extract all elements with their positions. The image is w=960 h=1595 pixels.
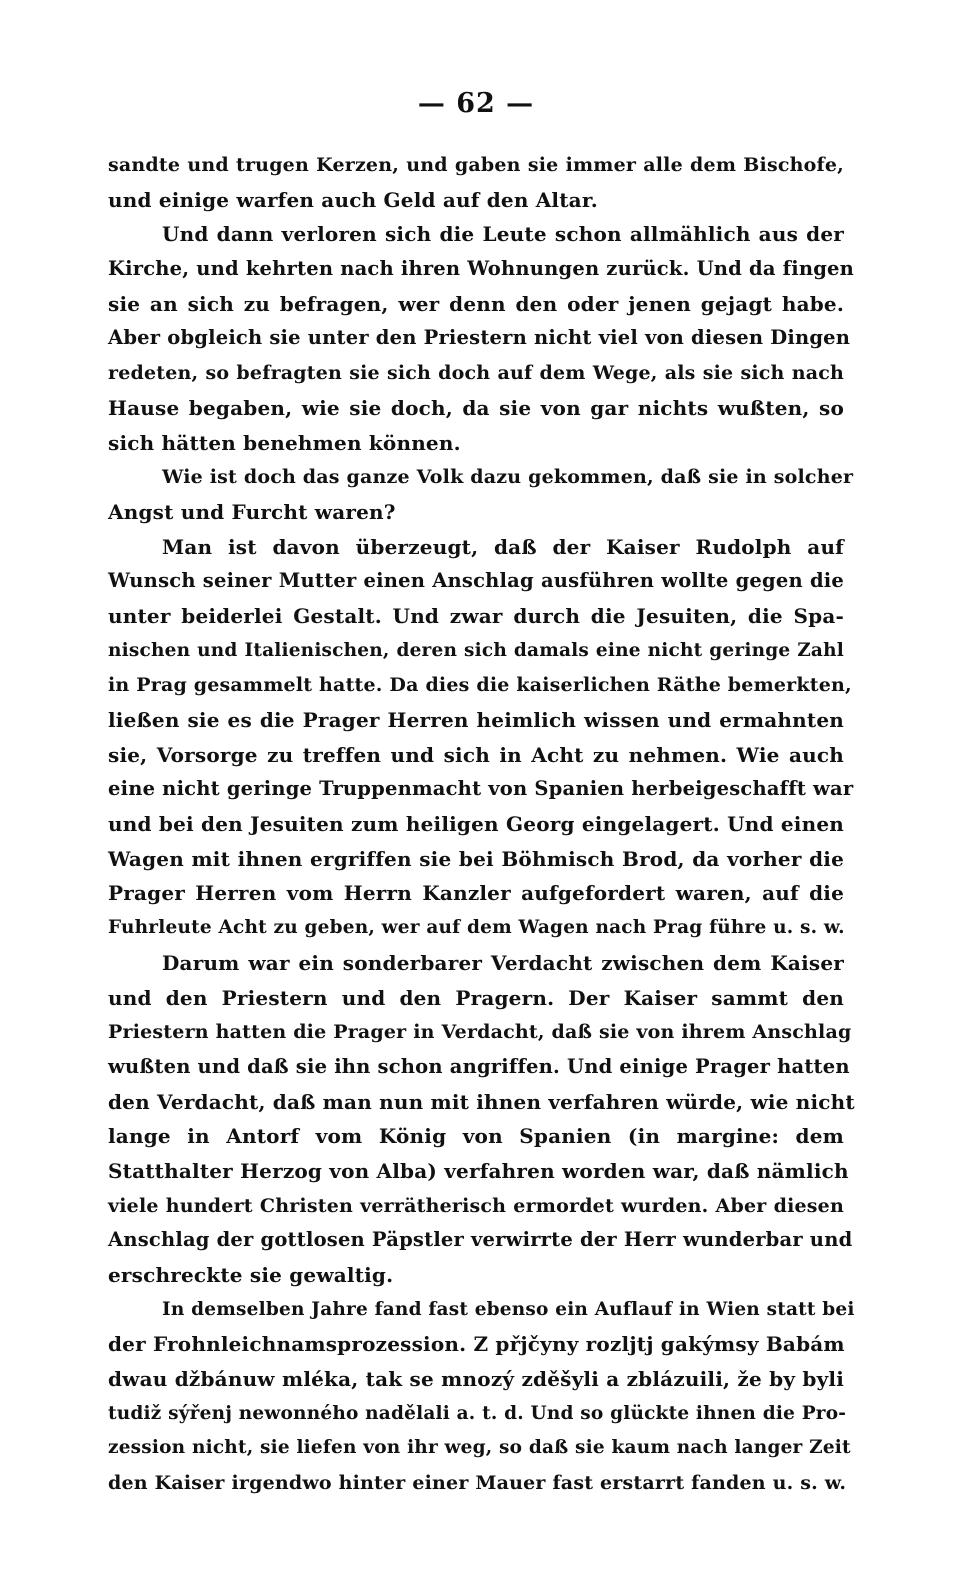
text-line: Hause begaben, wie sie doch, da sie von gar nichts wußten, so (108, 395, 844, 420)
text-line: und bei den Jesuiten zum heiligen Georg eingelagert. Und einen (108, 812, 844, 837)
body-text (108, 148, 855, 1501)
text-line: redeten, so befragten sie sich doch auf dem Wege, als sie sich nach (108, 362, 844, 385)
text-line: Darum war ein sonderbarer Verdacht zwischen dem Kaiser (162, 950, 844, 975)
text-line: Wunsch seiner Mutter einen Anschlag ausführen wollte gegen die (108, 569, 844, 593)
text-line: viele hundert Christen verrätherisch ermordet wurden. Aber diesen (108, 1194, 844, 1217)
text-line: sich hätten benehmen können. (108, 430, 461, 455)
text-line: der Frohnleichnamsprozession. Z přjčyny rozljtj gakýmsy Babám (108, 1332, 845, 1357)
book-page (108, 88, 855, 1501)
text-line: Anschlag der gottlosen Päpstler verwirrte der Herr wunderbar und (108, 1228, 853, 1252)
text-line: Statthalter Herzog von Alba) verfahren worden war, daß nämlich (108, 1158, 849, 1183)
text-line: erschreckte sie gewaltig. (108, 1263, 394, 1287)
text-line: Prager Herren vom Herrn Kanzler aufgefordert waren, auf die (108, 881, 844, 906)
text-line: in Prag gesammelt hatte. Da dies die kaiserlichen Räthe bemerkten, (108, 674, 852, 697)
text-line: zession nicht, sie liefen von ihr weg, so daß sie kaum nach langer Zeit (108, 1437, 851, 1459)
text-line: den Kaiser irgendwo hinter einer Mauer fast erstarrt fanden u. s. w. (108, 1472, 847, 1495)
text-line: den Verdacht, daß man nun mit ihnen verfahren würde, wie nicht (108, 1089, 855, 1114)
text-line: sandte und trugen Kerzen, und gaben sie immer alle dem Bischofe, (108, 154, 844, 176)
text-line: Aber obgleich sie unter den Priestern nicht viel von diesen Dingen (108, 326, 851, 350)
text-line: unter beiderlei Gestalt. Und zwar durch die Jesuiten, die Spa- (108, 603, 844, 628)
text-line: ließen sie es die Prager Herren heimlich wissen und ermahnten (108, 708, 844, 732)
text-line: Fuhrleute Acht zu geben, wer auf dem Wagen nach Prag führe u. s. w. (108, 917, 845, 939)
text-line: Man ist davon überzeugt, daß der Kaiser Rudolph auf (162, 534, 844, 559)
text-line: Kirche, und kehrten nach ihren Wohnungen zurück. Und da fingen (108, 257, 855, 281)
page-number: — 62 — (417, 88, 535, 119)
text-line: wußten und daß sie ihn schon angriffen. Und einige Prager hatten (108, 1054, 850, 1078)
text-line: nischen und Italienischen, deren sich damals eine nicht geringe Zahl (108, 639, 844, 661)
text-line: lange in Antorf vom König von Spanien (in margine: dem (108, 1124, 844, 1149)
text-line: Wagen mit ihnen ergriffen sie bei Böhmisch Brod, da vorher die (108, 846, 844, 871)
text-line: sie, Vorsorge zu treffen und sich in Acht zu nehmen. Wie auch (108, 742, 844, 767)
text-line: Angst und Furcht waren? (108, 499, 396, 524)
text-line: Priestern hatten die Prager in Verdacht, daß sie von ihrem Anschlag (108, 1021, 852, 1044)
text-line: tudiž sýřenj newonného nadělali a. t. d. Und so glückte ihnen die Pro- (108, 1402, 847, 1424)
text-line: Und dann verloren sich die Leute schon allmählich aus der (162, 222, 844, 247)
text-line: In demselben Jahre fand fast ebenso ein Auflauf in Wien statt bei (162, 1298, 855, 1320)
text-line: eine nicht geringe Truppenmacht von Spanien herbeigeschafft war (108, 777, 854, 801)
text-line: sie an sich zu befragen, wer denn den oder jenen gejagt habe. (108, 291, 844, 316)
text-line: dwau džbánuw mléka, tak se mnozý zděšyli a zblázuili, že by byli (108, 1367, 844, 1392)
text-line: und den Priestern und den Pragern. Der Kaiser sammt den (108, 985, 844, 1010)
text-line: Wie ist doch das ganze Volk dazu gekommen, daß sie in solcher (162, 466, 854, 489)
text-line: und einige warfen auch Geld auf den Altar. (108, 187, 598, 212)
